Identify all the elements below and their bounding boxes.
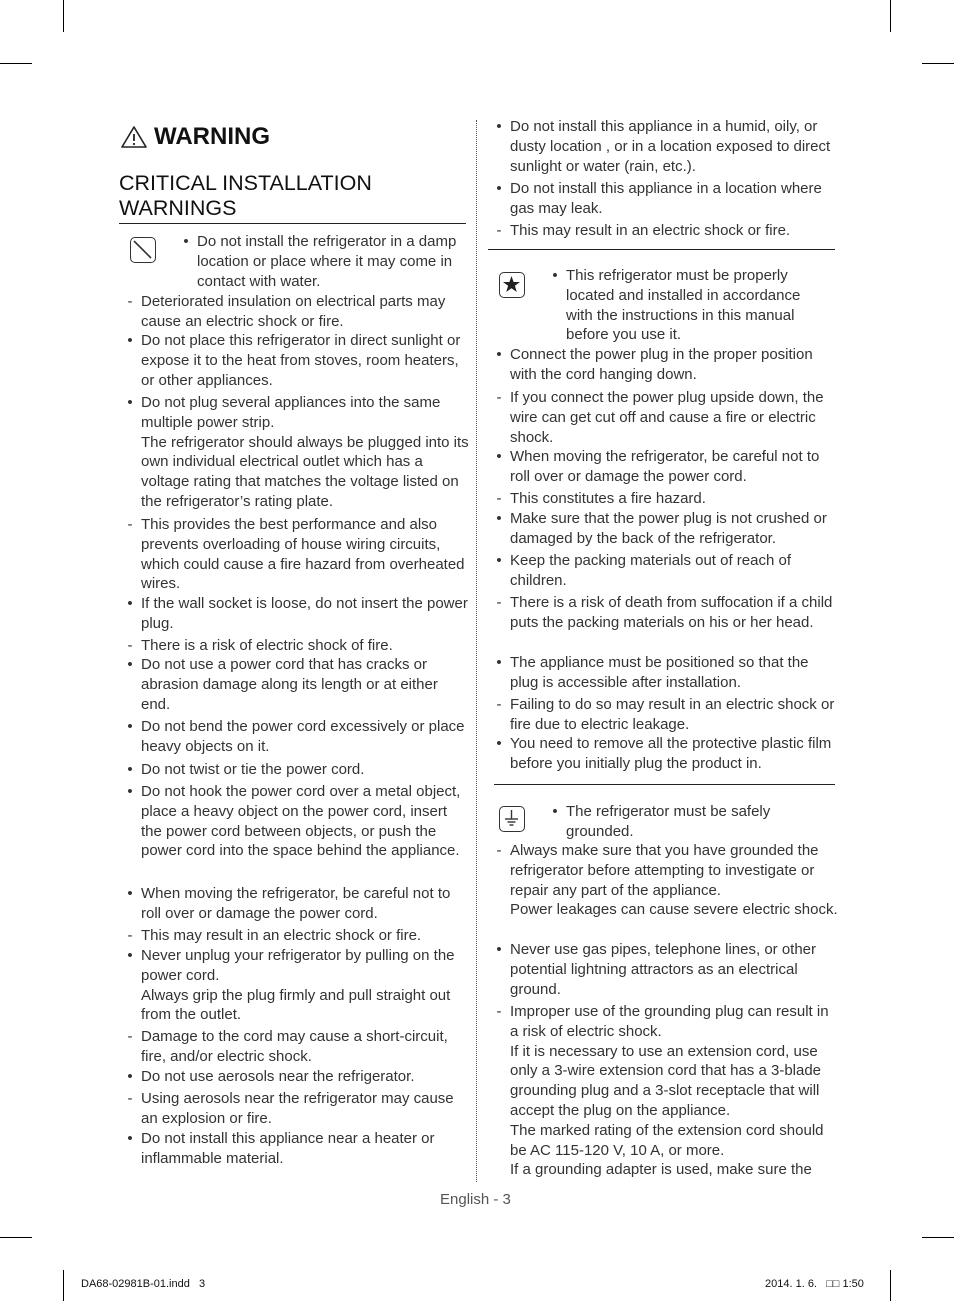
file-info: DA68-02981B-01.indd 3 (81, 1278, 206, 1290)
list-item: - This constitutes a fire hazard. (496, 490, 706, 507)
warning-title: WARNING (154, 123, 270, 150)
list-item: • If the wall socket is loose, do not insert the power plug. (127, 595, 468, 632)
list-item: • You need to remove all the protective plastic film before you initially plug the product in. (496, 735, 832, 772)
crop-mark (63, 1270, 64, 1301)
list-item: - Damage to the cord may cause a short-circuit, fire, and/or electric shock. (127, 1028, 448, 1065)
page-number: English - 3 (440, 1191, 511, 1208)
list-item: • Do not install this appliance in a location where gas may leak. (496, 180, 822, 217)
list-item: • Do not twist or tie the power cord. (127, 761, 365, 778)
block-rule (488, 249, 835, 250)
section-title: CRITICAL INSTALLATION WARNINGS (119, 171, 372, 220)
column-divider (476, 120, 477, 1182)
list-item: • Make sure that the power plug is not crushed or damaged by the back of the refrigerator. (496, 510, 827, 547)
list-item: • Do not install this appliance in a humid, oily, or dusty location , or in a location exposed to direct sunlight or water (rain, etc.). (496, 118, 831, 175)
list-item: • Do not place this refrigerator in direct sunlight or expose it to the heat from stoves, room heaters, or other appliances. (127, 332, 461, 389)
list-item: • Do not plug several appliances into the same multiple power strip. The refrigerator should always be plugged into its own individual electrical outlet which has a voltage rating that matches the voltage listed on the refrigerator’s rating plate. (127, 394, 469, 510)
list-item: - Always make sure that you have grounded the refrigerator before attempting to investigate or repair any part of the appliance. Power leakages can cause severe electric shock. (496, 842, 838, 919)
date-info: 2014. 1. 6. □□ 1:50 (765, 1278, 864, 1290)
list-item: • Do not install this appliance near a heater or inflammable material. (127, 1130, 435, 1167)
crop-mark (0, 1237, 32, 1238)
list-item: - There is a risk of electric shock of fire. (127, 637, 393, 654)
list-item: - This may result in an electric shock or fire. (127, 927, 422, 944)
list-item: • The appliance must be positioned so that the plug is accessible after installation. (496, 654, 809, 691)
list-item: - Failing to do so may result in an electric shock or fire due to electric leakage. (496, 696, 835, 733)
list-item: • Do not hook the power cord over a metal object, place a heavy object on the power cord, insert the power cord between objects, or push the power cord into the space behind the appliance. (127, 783, 461, 860)
list-item: • Do not bend the power cord excessively or place heavy objects on it. (127, 718, 465, 755)
list-item: • When moving the refrigerator, be careful not to roll over or damage the power cord. (496, 448, 820, 485)
list-item: • Keep the packing materials out of reach of children. (496, 552, 792, 589)
list-item: • Connect the power plug in the proper position with the cord hanging down. (496, 346, 813, 383)
list-item: • Do not use aerosols near the refrigerator. (127, 1068, 415, 1085)
crop-mark (890, 1270, 891, 1301)
list-item: • When moving the refrigerator, be careful not to roll over or damage the power cord. (127, 885, 451, 922)
list-item: - There is a risk of death from suffocation if a child puts the packing materials on his or her head. (496, 594, 833, 631)
crop-mark (0, 63, 32, 64)
list-item: • Never use gas pipes, telephone lines, or other potential lightning attractors as an electrical ground. (496, 941, 817, 998)
list-item: • This refrigerator must be properly located and installed in accordance with the instructions in this manual before you use it. (552, 267, 801, 344)
list-item: - If you connect the power plug upside down, the wire can get cut off and cause a fire or electric shock. (496, 389, 824, 446)
warning-triangle-icon (120, 125, 148, 149)
ground-icon (499, 806, 525, 832)
crop-mark (922, 1237, 954, 1238)
list-item: - Using aerosols near the refrigerator may cause an explosion or fire. (127, 1090, 454, 1127)
block-rule (494, 784, 835, 785)
list-item: • The refrigerator must be safely grounded. (552, 803, 771, 840)
list-item: • Do not install the refrigerator in a damp location or place where it may come in contact with water. (183, 233, 457, 290)
crop-mark (63, 0, 64, 32)
list-item: • Do not use a power cord that has cracks or abrasion damage along its length or at either end. (127, 656, 438, 713)
prohibition-icon (130, 237, 156, 263)
list-item: • Never unplug your refrigerator by pulling on the power cord. Always grip the plug firmly and pull straight out from the outlet. (127, 947, 455, 1024)
list-item: - This provides the best performance and also prevents overloading of house wiring circuits, which could cause a fire hazard from overheated wires. (127, 516, 465, 593)
crop-mark (922, 63, 954, 64)
list-item: - Improper use of the grounding plug can result in a risk of electric shock. If it is necessary to use an extension cord, use only a 3-wire extension cord that has a 3-blade grounding plug and a 3-slot receptacle that will accept the plug on the appliance. The marked rating of the extension cord should be AC 115-120 V, 10 A, or more. If a grounding adapter is used, make sure the (496, 1003, 829, 1179)
list-item: - Deteriorated insulation on electrical parts may cause an electric shock or fire. (127, 293, 446, 330)
star-icon (499, 272, 525, 298)
section-rule (119, 223, 466, 224)
crop-mark (890, 0, 891, 32)
list-item: - This may result in an electric shock or fire. (496, 222, 791, 239)
